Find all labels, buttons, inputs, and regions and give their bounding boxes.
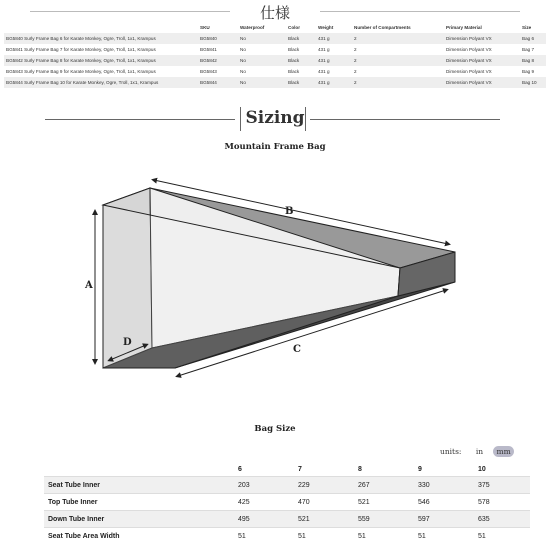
spec-table-row xyxy=(4,44,546,55)
spec-cell-color: Black xyxy=(286,55,316,66)
size-cell: 521 xyxy=(294,511,354,528)
size-cell: 521 xyxy=(354,494,414,511)
spec-cell-size: Bag 6 xyxy=(520,33,546,44)
spec-table-row xyxy=(4,33,546,44)
spec-cell-size: Bag 10 xyxy=(520,77,546,88)
spec-table-row xyxy=(4,55,546,66)
spec-cell-weight: 431 g xyxy=(316,55,352,66)
spec-table-row xyxy=(4,66,546,77)
spec-cell-sku: BG5844 xyxy=(198,77,238,88)
size-row-label: Top Tube Inner xyxy=(44,494,234,511)
size-cell: 267 xyxy=(354,477,414,494)
spec-cell-waterproof: No xyxy=(238,55,286,66)
size-cell: 51 xyxy=(234,528,294,545)
dimension-label-c: C xyxy=(293,344,301,355)
bag-size-title: Bag Size xyxy=(254,424,296,434)
spec-header-weight: Weight xyxy=(318,25,334,30)
dimension-label-d: D xyxy=(123,337,132,348)
size-header-label xyxy=(44,462,234,477)
bag-size-table xyxy=(44,462,530,544)
size-cell: 635 xyxy=(474,511,530,528)
size-table-row xyxy=(44,494,530,511)
spec-cell-waterproof: No xyxy=(238,33,286,44)
size-header-6: 6 xyxy=(238,465,242,473)
size-table-row xyxy=(44,528,530,545)
size-header-10: 10 xyxy=(478,465,486,473)
sizing-rule-right xyxy=(310,119,500,120)
size-header-8: 8 xyxy=(358,465,362,473)
spec-cell-sku: BG5843 xyxy=(200,69,217,74)
spec-cell-size: Bag 9 xyxy=(522,69,535,74)
spec-cell-name: BG5840 Surly Frame Bag 6 for Karate Monkey, Ogre, Troll, 1x1, Krampus xyxy=(4,33,198,44)
dimension-label-a: A xyxy=(85,280,93,291)
size-cell: 375 xyxy=(474,477,530,494)
spec-cell-weight: 431 g xyxy=(318,47,330,52)
dimension-label-b: B xyxy=(285,206,294,217)
spec-cell-weight: 431 g xyxy=(316,33,352,44)
size-row-label: Down Tube Inner xyxy=(44,511,234,528)
size-cell: 597 xyxy=(414,511,474,528)
size-cell: 51 xyxy=(294,528,354,545)
spec-cell-material: Dimension Polyant VX xyxy=(444,77,520,88)
spec-cell-sku: BG5841 xyxy=(200,47,217,52)
size-row-label: Seat Tube Inner xyxy=(44,477,234,494)
size-cell: 425 xyxy=(234,494,294,511)
spec-cell-material: Dimension Polyant VX xyxy=(444,33,520,44)
spec-table-row xyxy=(4,77,546,88)
spec-cell-name: BG5844 Surly Frame Bag 10 for Karate Monkey, Ogre, Troll, 1x1, Krampus xyxy=(4,77,198,88)
size-cell: 495 xyxy=(234,511,294,528)
spec-cell-compartments: 2 xyxy=(352,55,444,66)
size-cell: 330 xyxy=(414,477,474,494)
size-cell: 470 xyxy=(294,494,354,511)
spec-cell-compartments: 2 xyxy=(354,69,357,74)
spec-cell-sku: BG5842 xyxy=(198,55,238,66)
spec-cell-compartments: 2 xyxy=(352,77,444,88)
spec-header-sku: SKU xyxy=(200,25,210,30)
spec-header-name xyxy=(4,22,198,33)
size-cell: 51 xyxy=(474,528,530,545)
spec-cell-weight: 431 g xyxy=(318,69,330,74)
size-cell: 51 xyxy=(354,528,414,545)
spec-cell-waterproof: No xyxy=(238,77,286,88)
spec-header-compartments: Number of Compartments xyxy=(354,25,411,30)
spec-cell-color: Black xyxy=(286,33,316,44)
spec-header-color: Color xyxy=(288,25,300,30)
spec-header-waterproof: Waterproof xyxy=(240,25,265,30)
size-cell: 229 xyxy=(294,477,354,494)
spec-header-size: Size xyxy=(522,25,532,30)
spec-title: 仕様 xyxy=(259,4,290,22)
spec-cell-weight: 431 g xyxy=(316,77,352,88)
size-cell: 578 xyxy=(474,494,530,511)
spec-cell-sku: BG5840 xyxy=(198,33,238,44)
spec-cell-name: BG5841 Surly Frame Bag 7 for Karate Monkey, Ogre, Troll, 1x1, Krampus xyxy=(6,47,156,52)
spec-title-rule-right xyxy=(320,11,520,12)
spec-cell-waterproof: No xyxy=(240,47,246,52)
spec-cell-name: BG5843 Surly Frame Bag 9 for Karate Monkey, Ogre, Troll, 1x1, Krampus xyxy=(6,69,156,74)
sizing-divider-right xyxy=(305,107,306,131)
size-cell: 546 xyxy=(414,494,474,511)
frame-bag-diagram xyxy=(0,150,550,420)
spec-cell-waterproof: No xyxy=(240,69,246,74)
size-table-row xyxy=(44,511,530,528)
size-cell: 559 xyxy=(354,511,414,528)
size-table-row xyxy=(44,477,530,494)
spec-cell-material: Dimension Polyant VX xyxy=(446,47,492,52)
spec-cell-name: BG5842 Surly Frame Bag 8 for Karate Monkey, Ogre, Troll, 1x1, Krampus xyxy=(4,55,198,66)
size-cell: 203 xyxy=(234,477,294,494)
sizing-title: Sizing xyxy=(245,108,305,128)
spec-cell-material: Dimension Polyant VX xyxy=(444,55,520,66)
diagram-title: Mountain Frame Bag xyxy=(224,142,326,152)
spec-cell-size: Bag 7 xyxy=(522,47,535,52)
unit-option-in[interactable]: in xyxy=(475,447,484,456)
size-header-7: 7 xyxy=(298,465,302,473)
spec-cell-color: Black xyxy=(286,77,316,88)
spec-table xyxy=(4,22,546,88)
units-selector xyxy=(440,446,514,457)
size-cell: 51 xyxy=(414,528,474,545)
spec-table-header xyxy=(4,22,546,33)
unit-option-mm[interactable]: mm xyxy=(493,446,513,457)
size-table-header xyxy=(44,462,530,477)
spec-header-material: Primary Material xyxy=(446,25,482,30)
spec-cell-compartments: 2 xyxy=(354,47,357,52)
spec-cell-material: Dimension Polyant VX xyxy=(446,69,492,74)
size-row-label: Seat Tube Area Width xyxy=(44,528,234,545)
size-header-9: 9 xyxy=(418,465,422,473)
units-label: units: xyxy=(440,447,462,456)
spec-cell-compartments: 2 xyxy=(352,33,444,44)
spec-cell-size: Bag 8 xyxy=(520,55,546,66)
spec-cell-color: Black xyxy=(288,69,300,74)
spec-cell-color: Black xyxy=(288,47,300,52)
